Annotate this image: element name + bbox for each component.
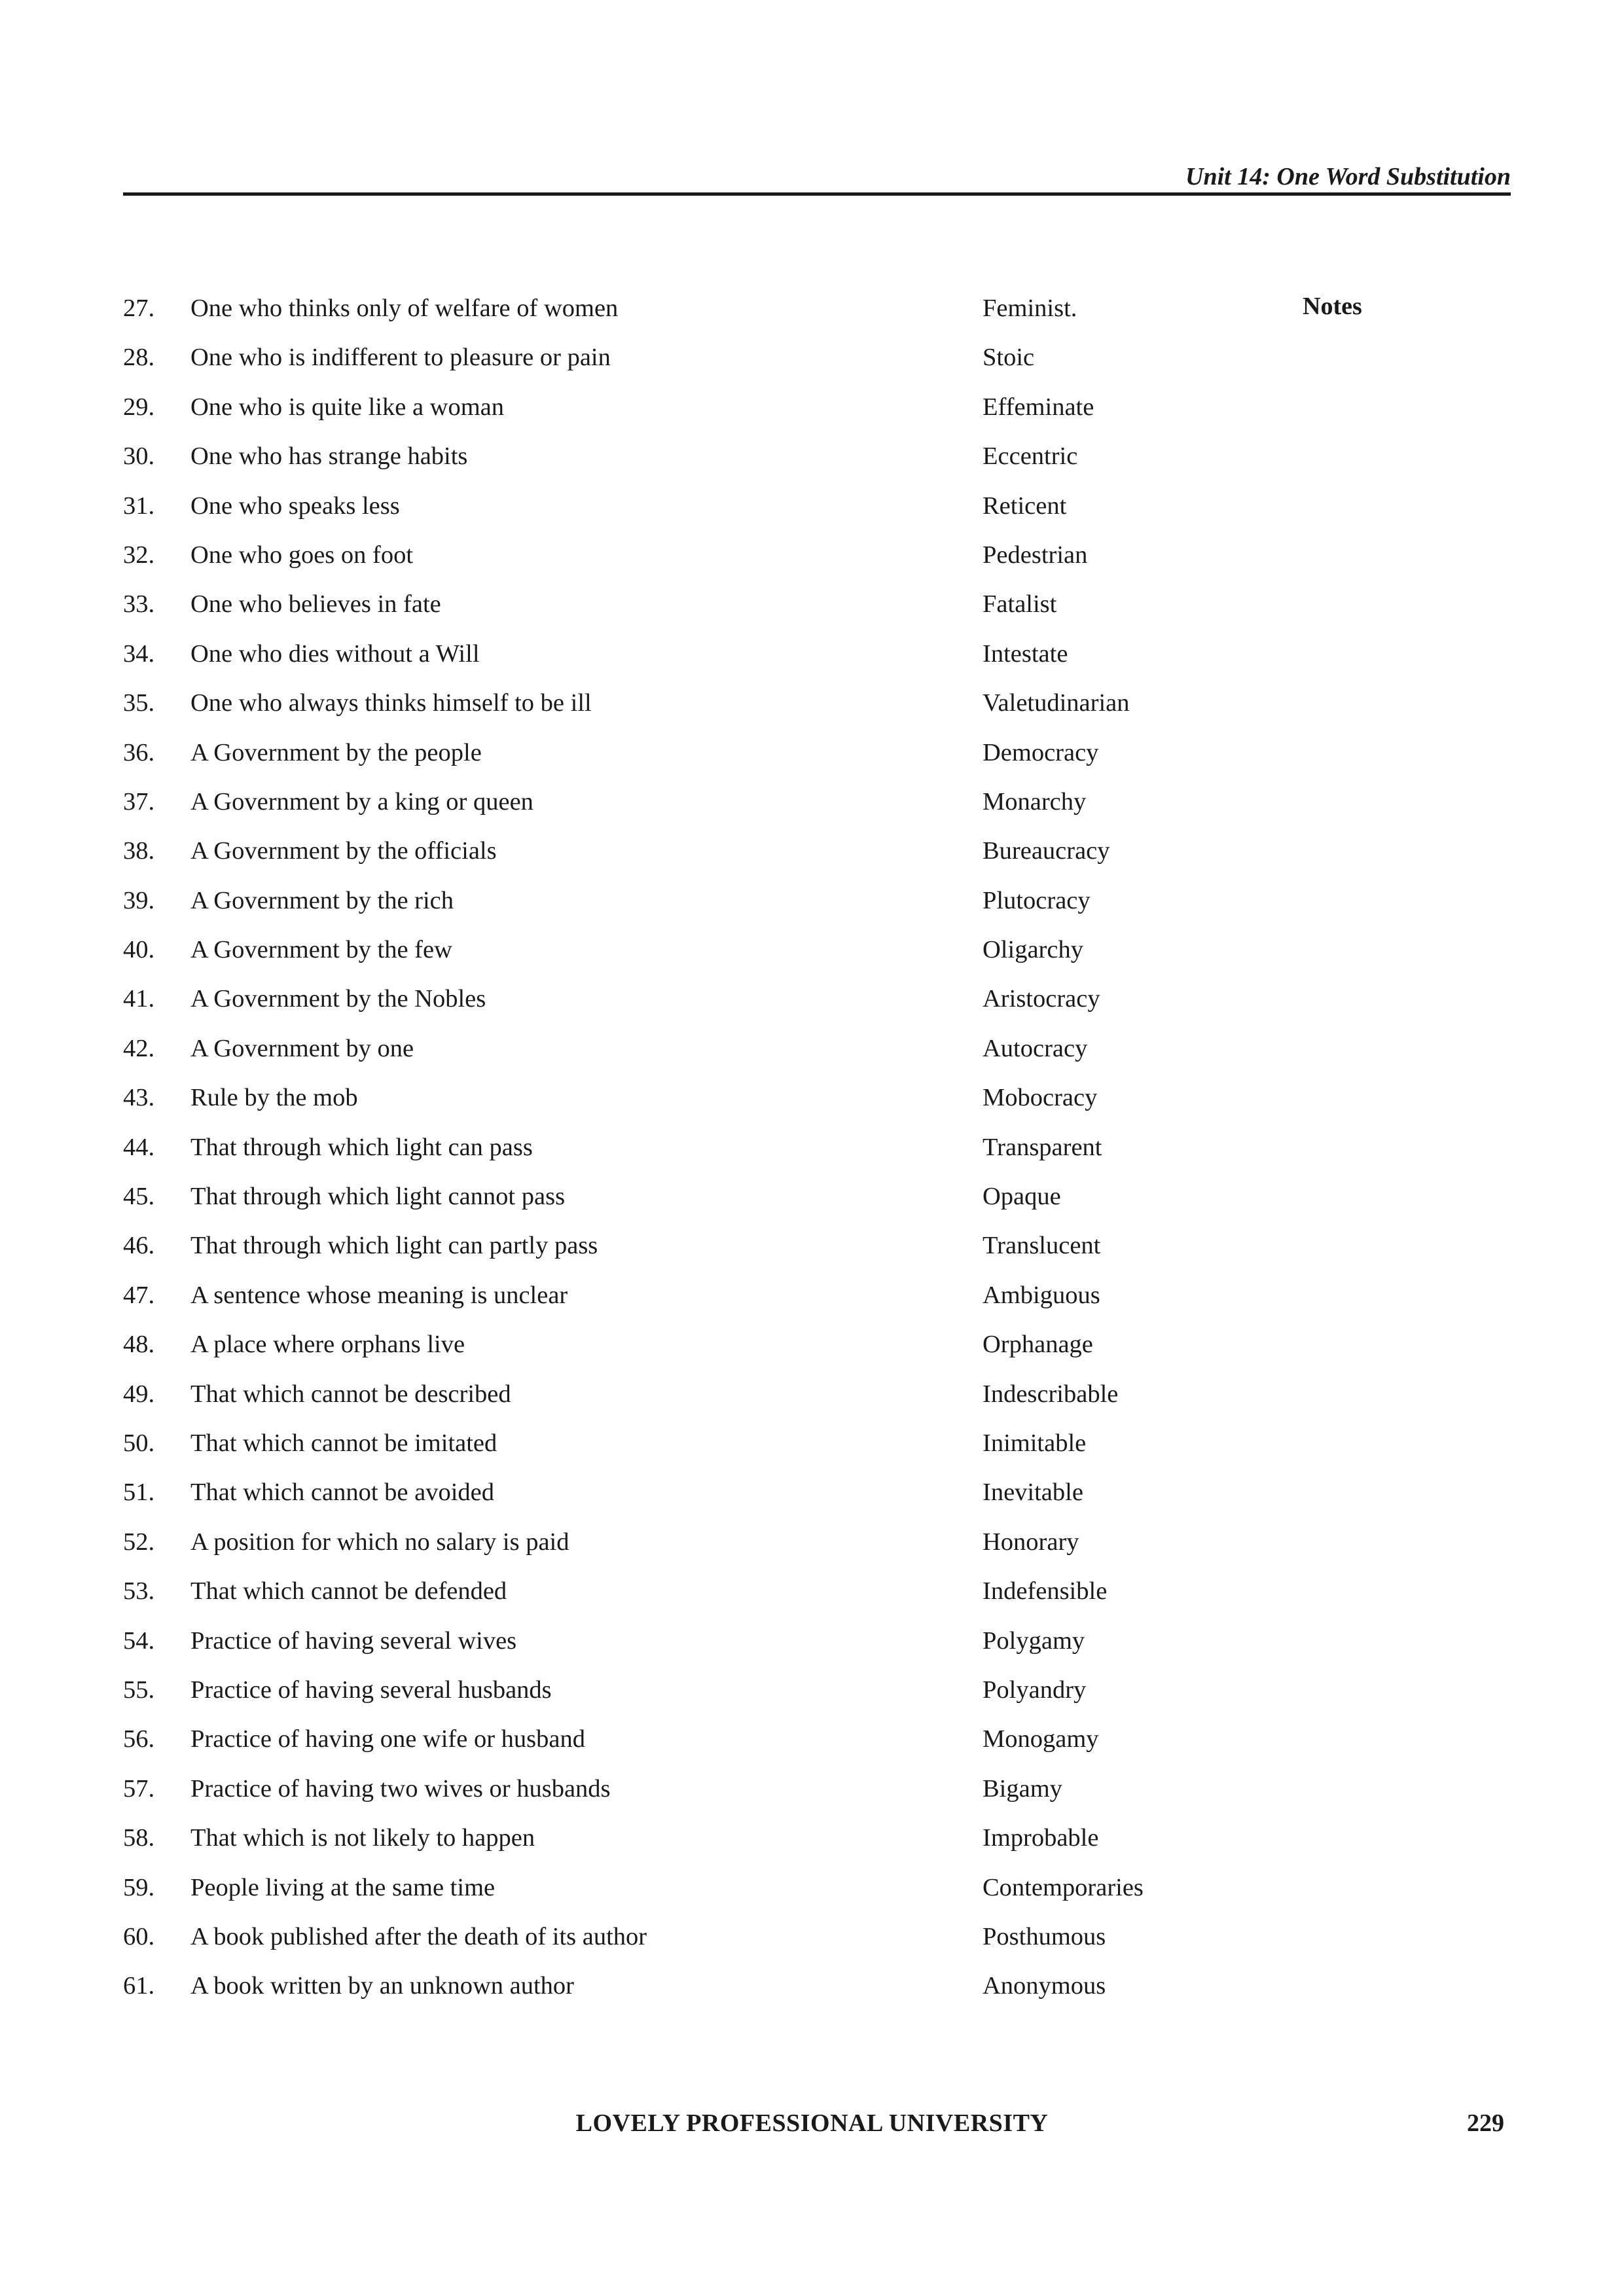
item-one-word: Orphanage: [983, 1331, 1093, 1359]
item-one-word: Eccentric: [983, 442, 1078, 471]
list-item: [123, 1080, 1203, 1129]
list-item: [123, 1623, 1203, 1672]
item-one-word: Plutocracy: [983, 886, 1091, 914]
item-one-word: Fatalist: [983, 590, 1057, 619]
item-one-word: Inevitable: [983, 1479, 1083, 1507]
item-number: 44.: [123, 1133, 155, 1161]
list-item: [123, 1968, 1203, 2017]
item-one-word: Indefensible: [983, 1577, 1108, 1605]
item-phrase: One who has strange habits: [190, 442, 468, 471]
item-one-word: Mobocracy: [983, 1084, 1098, 1112]
item-one-word: Oligarchy: [983, 936, 1083, 964]
item-one-word: Translucent: [983, 1232, 1101, 1260]
page-number: 229: [1467, 2109, 1504, 2137]
item-one-word: Intestate: [983, 639, 1068, 668]
item-number: 54.: [123, 1626, 155, 1655]
item-number: 29.: [123, 393, 155, 421]
item-phrase: A book written by an unknown author: [190, 1972, 574, 2000]
item-phrase: Practice of having several wives: [190, 1626, 517, 1655]
item-one-word: Inimitable: [983, 1429, 1087, 1457]
list-item: [123, 1228, 1203, 1277]
list-item: [123, 488, 1203, 537]
item-number: 32.: [123, 541, 155, 569]
item-number: 55.: [123, 1676, 155, 1704]
item-one-word: Valetudinarian: [983, 689, 1130, 717]
list-item: [123, 784, 1203, 833]
list-item: [123, 1031, 1203, 1080]
item-one-word: Improbable: [983, 1824, 1099, 1852]
item-phrase: A Government by one: [190, 1034, 414, 1062]
item-phrase: That through which light cannot pass: [190, 1183, 566, 1211]
list-item: [123, 1278, 1203, 1327]
item-one-word: Ambiguous: [983, 1281, 1100, 1309]
item-phrase: One who thinks only of welfare of women: [190, 295, 619, 322]
list-item: [123, 1524, 1203, 1573]
notes-label: Notes: [1303, 293, 1362, 320]
item-number: 39.: [123, 886, 155, 914]
item-number: 38.: [123, 837, 155, 865]
item-number: 51.: [123, 1479, 155, 1507]
item-phrase: That which cannot be defended: [190, 1577, 507, 1605]
item-number: 45.: [123, 1183, 155, 1211]
list-item: [123, 932, 1203, 981]
item-one-word: Contemporaries: [983, 1873, 1144, 1901]
item-phrase: That which is not likely to happen: [190, 1824, 535, 1852]
list-item: [123, 537, 1203, 586]
item-phrase: A Government by a king or queen: [190, 787, 533, 816]
item-number: 46.: [123, 1232, 155, 1260]
item-one-word: Feminist.: [983, 295, 1077, 322]
item-one-word: Polyandry: [983, 1676, 1087, 1704]
list-item: [123, 883, 1203, 932]
item-phrase: One who goes on foot: [190, 541, 414, 569]
item-phrase: Practice of having two wives or husbands: [190, 1774, 611, 1803]
list-item: [123, 1771, 1203, 1820]
item-one-word: Transparent: [983, 1133, 1102, 1161]
item-one-word: Polygamy: [983, 1626, 1085, 1655]
list-item: [123, 340, 1203, 389]
item-phrase: That through which light can partly pass: [190, 1232, 598, 1260]
item-phrase: A book published after the death of its author: [190, 1922, 647, 1950]
item-one-word: Democracy: [983, 738, 1099, 766]
footer-university: LOVELY PROFESSIONAL UNIVERSITY: [575, 2109, 1049, 2137]
item-one-word: Posthumous: [983, 1922, 1106, 1950]
item-number: 60.: [123, 1922, 155, 1950]
list-item: [123, 1475, 1203, 1524]
item-one-word: Opaque: [983, 1183, 1061, 1211]
item-one-word: Anonymous: [983, 1972, 1106, 2000]
list-item: [123, 291, 1203, 340]
list-item: [123, 1179, 1203, 1228]
item-number: 33.: [123, 590, 155, 619]
item-phrase: One who always thinks himself to be ill: [190, 689, 592, 717]
list-item: [123, 1327, 1203, 1376]
unit-title: Unit 14: One Word Substitution: [1185, 163, 1511, 190]
item-number: 61.: [123, 1972, 155, 2000]
item-phrase: A Government by the few: [190, 936, 452, 964]
item-phrase: A Government by the people: [190, 738, 482, 766]
header-rule: [123, 192, 1511, 196]
item-phrase: A Government by the rich: [190, 886, 454, 914]
item-phrase: One who dies without a Will: [190, 639, 480, 668]
item-phrase: That through which light can pass: [190, 1133, 533, 1161]
item-number: 36.: [123, 738, 155, 766]
list-item: [123, 833, 1203, 882]
list-item: [123, 1573, 1203, 1623]
item-phrase: One who is quite like a woman: [190, 393, 505, 421]
list-item: [123, 636, 1203, 685]
list-item: [123, 1376, 1203, 1426]
item-phrase: A Government by the Nobles: [190, 985, 486, 1013]
item-number: 59.: [123, 1873, 155, 1901]
word-substitution-list: [123, 291, 1203, 2018]
item-one-word: Pedestrian: [983, 541, 1088, 569]
item-number: 56.: [123, 1725, 155, 1753]
item-phrase: One who speaks less: [190, 492, 400, 520]
item-one-word: Bureaucracy: [983, 837, 1110, 865]
list-item: [123, 735, 1203, 784]
item-one-word: Autocracy: [983, 1034, 1088, 1062]
item-phrase: Rule by the mob: [190, 1084, 358, 1112]
item-one-word: Monarchy: [983, 787, 1087, 816]
item-number: 37.: [123, 787, 155, 816]
item-one-word: Monogamy: [983, 1725, 1099, 1753]
item-phrase: One who is indifferent to pleasure or pain: [190, 344, 611, 372]
item-number: 53.: [123, 1577, 155, 1605]
list-item: [123, 1919, 1203, 1968]
item-number: 48.: [123, 1331, 155, 1359]
item-phrase: A sentence whose meaning is unclear: [190, 1281, 568, 1309]
item-phrase: Practice of having one wife or husband: [190, 1725, 585, 1753]
item-one-word: Honorary: [983, 1528, 1079, 1556]
item-number: 28.: [123, 344, 155, 372]
list-item: [123, 1820, 1203, 1869]
item-one-word: Stoic: [983, 344, 1035, 372]
list-item: [123, 586, 1203, 636]
item-phrase: That which cannot be imitated: [190, 1429, 497, 1457]
list-item: [123, 1870, 1203, 1919]
item-number: 30.: [123, 442, 155, 471]
item-number: 34.: [123, 639, 155, 668]
item-phrase: One who believes in fate: [190, 590, 441, 619]
item-phrase: A place where orphans live: [190, 1331, 465, 1359]
item-phrase: People living at the same time: [190, 1873, 496, 1901]
item-phrase: That which cannot be described: [190, 1380, 511, 1408]
item-number: 35.: [123, 689, 155, 717]
item-number: 58.: [123, 1824, 155, 1852]
item-number: 42.: [123, 1034, 155, 1062]
item-one-word: Aristocracy: [983, 985, 1100, 1013]
item-one-word: Indescribable: [983, 1380, 1119, 1408]
item-number: 47.: [123, 1281, 155, 1309]
list-item: [123, 1672, 1203, 1721]
list-item: [123, 389, 1203, 439]
item-number: 41.: [123, 985, 155, 1013]
item-number: 57.: [123, 1774, 155, 1803]
item-phrase: Practice of having several husbands: [190, 1676, 552, 1704]
item-number: 43.: [123, 1084, 155, 1112]
list-item: [123, 1426, 1203, 1475]
item-number: 27.: [123, 295, 155, 322]
item-phrase: That which cannot be avoided: [190, 1479, 494, 1507]
item-one-word: Bigamy: [983, 1774, 1062, 1803]
list-item: [123, 439, 1203, 488]
item-one-word: Reticent: [983, 492, 1067, 520]
item-number: 49.: [123, 1380, 155, 1408]
item-number: 40.: [123, 936, 155, 964]
list-item: [123, 1721, 1203, 1770]
item-phrase: A Government by the officials: [190, 837, 497, 865]
list-item: [123, 981, 1203, 1030]
item-one-word: Effeminate: [983, 393, 1094, 421]
item-number: 52.: [123, 1528, 155, 1556]
list-item: [123, 685, 1203, 734]
item-number: 50.: [123, 1429, 155, 1457]
list-item: [123, 1130, 1203, 1179]
item-phrase: A position for which no salary is paid: [190, 1528, 569, 1556]
item-number: 31.: [123, 492, 155, 520]
